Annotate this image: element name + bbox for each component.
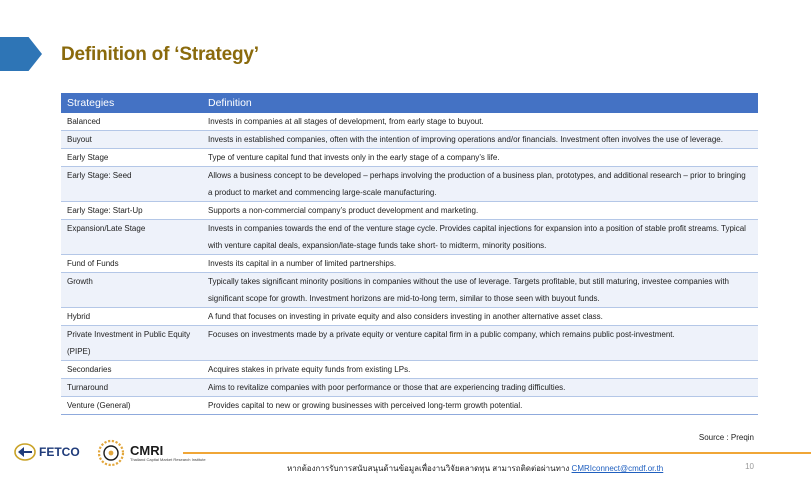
table-row (61, 273, 758, 308)
table-header-row (61, 93, 758, 113)
footer-note-text: หากต้องการรับการสนับสนุนด้านข้อมูลเพื่องานวิจัยตลาดทุน สามารถติดต่อผ่านทาง (287, 464, 570, 473)
definition-cell: Allows a business concept to be developed – perhaps involving the production of a business plan, prototypes, and additional research – prior to bringing a product to market and commencing large-scale manufacturing. (202, 167, 758, 202)
table-row (61, 397, 758, 415)
table-row (61, 379, 758, 397)
strategy-cell: Early Stage (61, 149, 202, 167)
cmri-logo-subtext: Thailand Capital Market Research Institute (130, 457, 206, 462)
strategy-cell: Private Investment in Public Equity (PIPE) (61, 326, 202, 361)
title-arrow-marker (0, 37, 42, 71)
table-row (61, 255, 758, 273)
definition-cell: Type of venture capital fund that invests only in the early stage of a company’s life. (202, 149, 758, 167)
definition-cell: Typically takes significant minority positions in companies without the use of leverage. Targets profitable, but still maturing, investee companies with significant scope for growth. Investment horizons are mid-to-long term, similar to those seen with buyout funds. (202, 273, 758, 308)
strategy-cell: Buyout (61, 131, 202, 149)
table-row (61, 113, 758, 131)
definition-cell: A fund that focuses on investing in private equity and also considers investing in another alternative asset class. (202, 308, 758, 326)
strategy-cell: Growth (61, 273, 202, 308)
strategy-cell: Turnaround (61, 379, 202, 397)
definition-cell: Invests its capital in a number of limited partnerships. (202, 255, 758, 273)
header-strategies: Strategies (61, 93, 202, 113)
table-row (61, 167, 758, 202)
table-row (61, 220, 758, 255)
footer-divider (183, 452, 811, 454)
strategy-cell: Early Stage: Start-Up (61, 202, 202, 220)
table-row (61, 149, 758, 167)
footer-contact-note (287, 462, 663, 475)
page-title: Definition of ‘Strategy’ (61, 44, 259, 65)
definition-cell: Invests in established companies, often with the intention of improving operations and/or financials. Investment often involves the use of leverage. (202, 131, 758, 149)
definition-cell: Invests in companies towards the end of the venture stage cycle. Provides capital injections for expansion into a position of stable profit streams. Typical with venture capital deals, expansion/late-stage funds take short- to midterm, minority positions. (202, 220, 758, 255)
strategy-cell: Early Stage: Seed (61, 167, 202, 202)
strategy-cell: Secondaries (61, 361, 202, 379)
cmri-logo-text: CMRI (130, 443, 164, 458)
strategy-cell: Venture (General) (61, 397, 202, 415)
table-row (61, 326, 758, 361)
fetco-logo-text: FETCO (39, 445, 80, 459)
definition-cell: Acquires stakes in private equity funds from existing LPs. (202, 361, 758, 379)
definition-cell: Invests in companies at all stages of development, from early stage to buyout. (202, 113, 758, 131)
table-row (61, 202, 758, 220)
cmri-emblem-icon (96, 438, 126, 468)
definition-cell: Focuses on investments made by a private equity or venture capital firm in a public company, which remains public post-investment. (202, 326, 758, 361)
header-definition: Definition (202, 93, 758, 113)
fetco-emblem-icon (14, 443, 36, 461)
strategy-table (61, 93, 758, 415)
fetco-logo (14, 443, 80, 461)
source-note: Source : Preqin (698, 433, 754, 442)
table-row (61, 131, 758, 149)
strategy-cell: Balanced (61, 113, 202, 131)
definition-cell: Supports a non-commercial company’s product development and marketing. (202, 202, 758, 220)
table-row (61, 361, 758, 379)
definition-cell: Provides capital to new or growing businesses with perceived long-term growth potential. (202, 397, 758, 415)
strategy-cell: Hybrid (61, 308, 202, 326)
table-row (61, 308, 758, 326)
page-number: 10 (745, 462, 754, 471)
definition-cell: Aims to revitalize companies with poor performance or those that are experiencing trading difficulties. (202, 379, 758, 397)
contact-email-link[interactable]: CMRIconnect@cmdf.or.th (571, 464, 664, 473)
strategy-cell: Fund of Funds (61, 255, 202, 273)
strategy-cell: Expansion/Late Stage (61, 220, 202, 255)
